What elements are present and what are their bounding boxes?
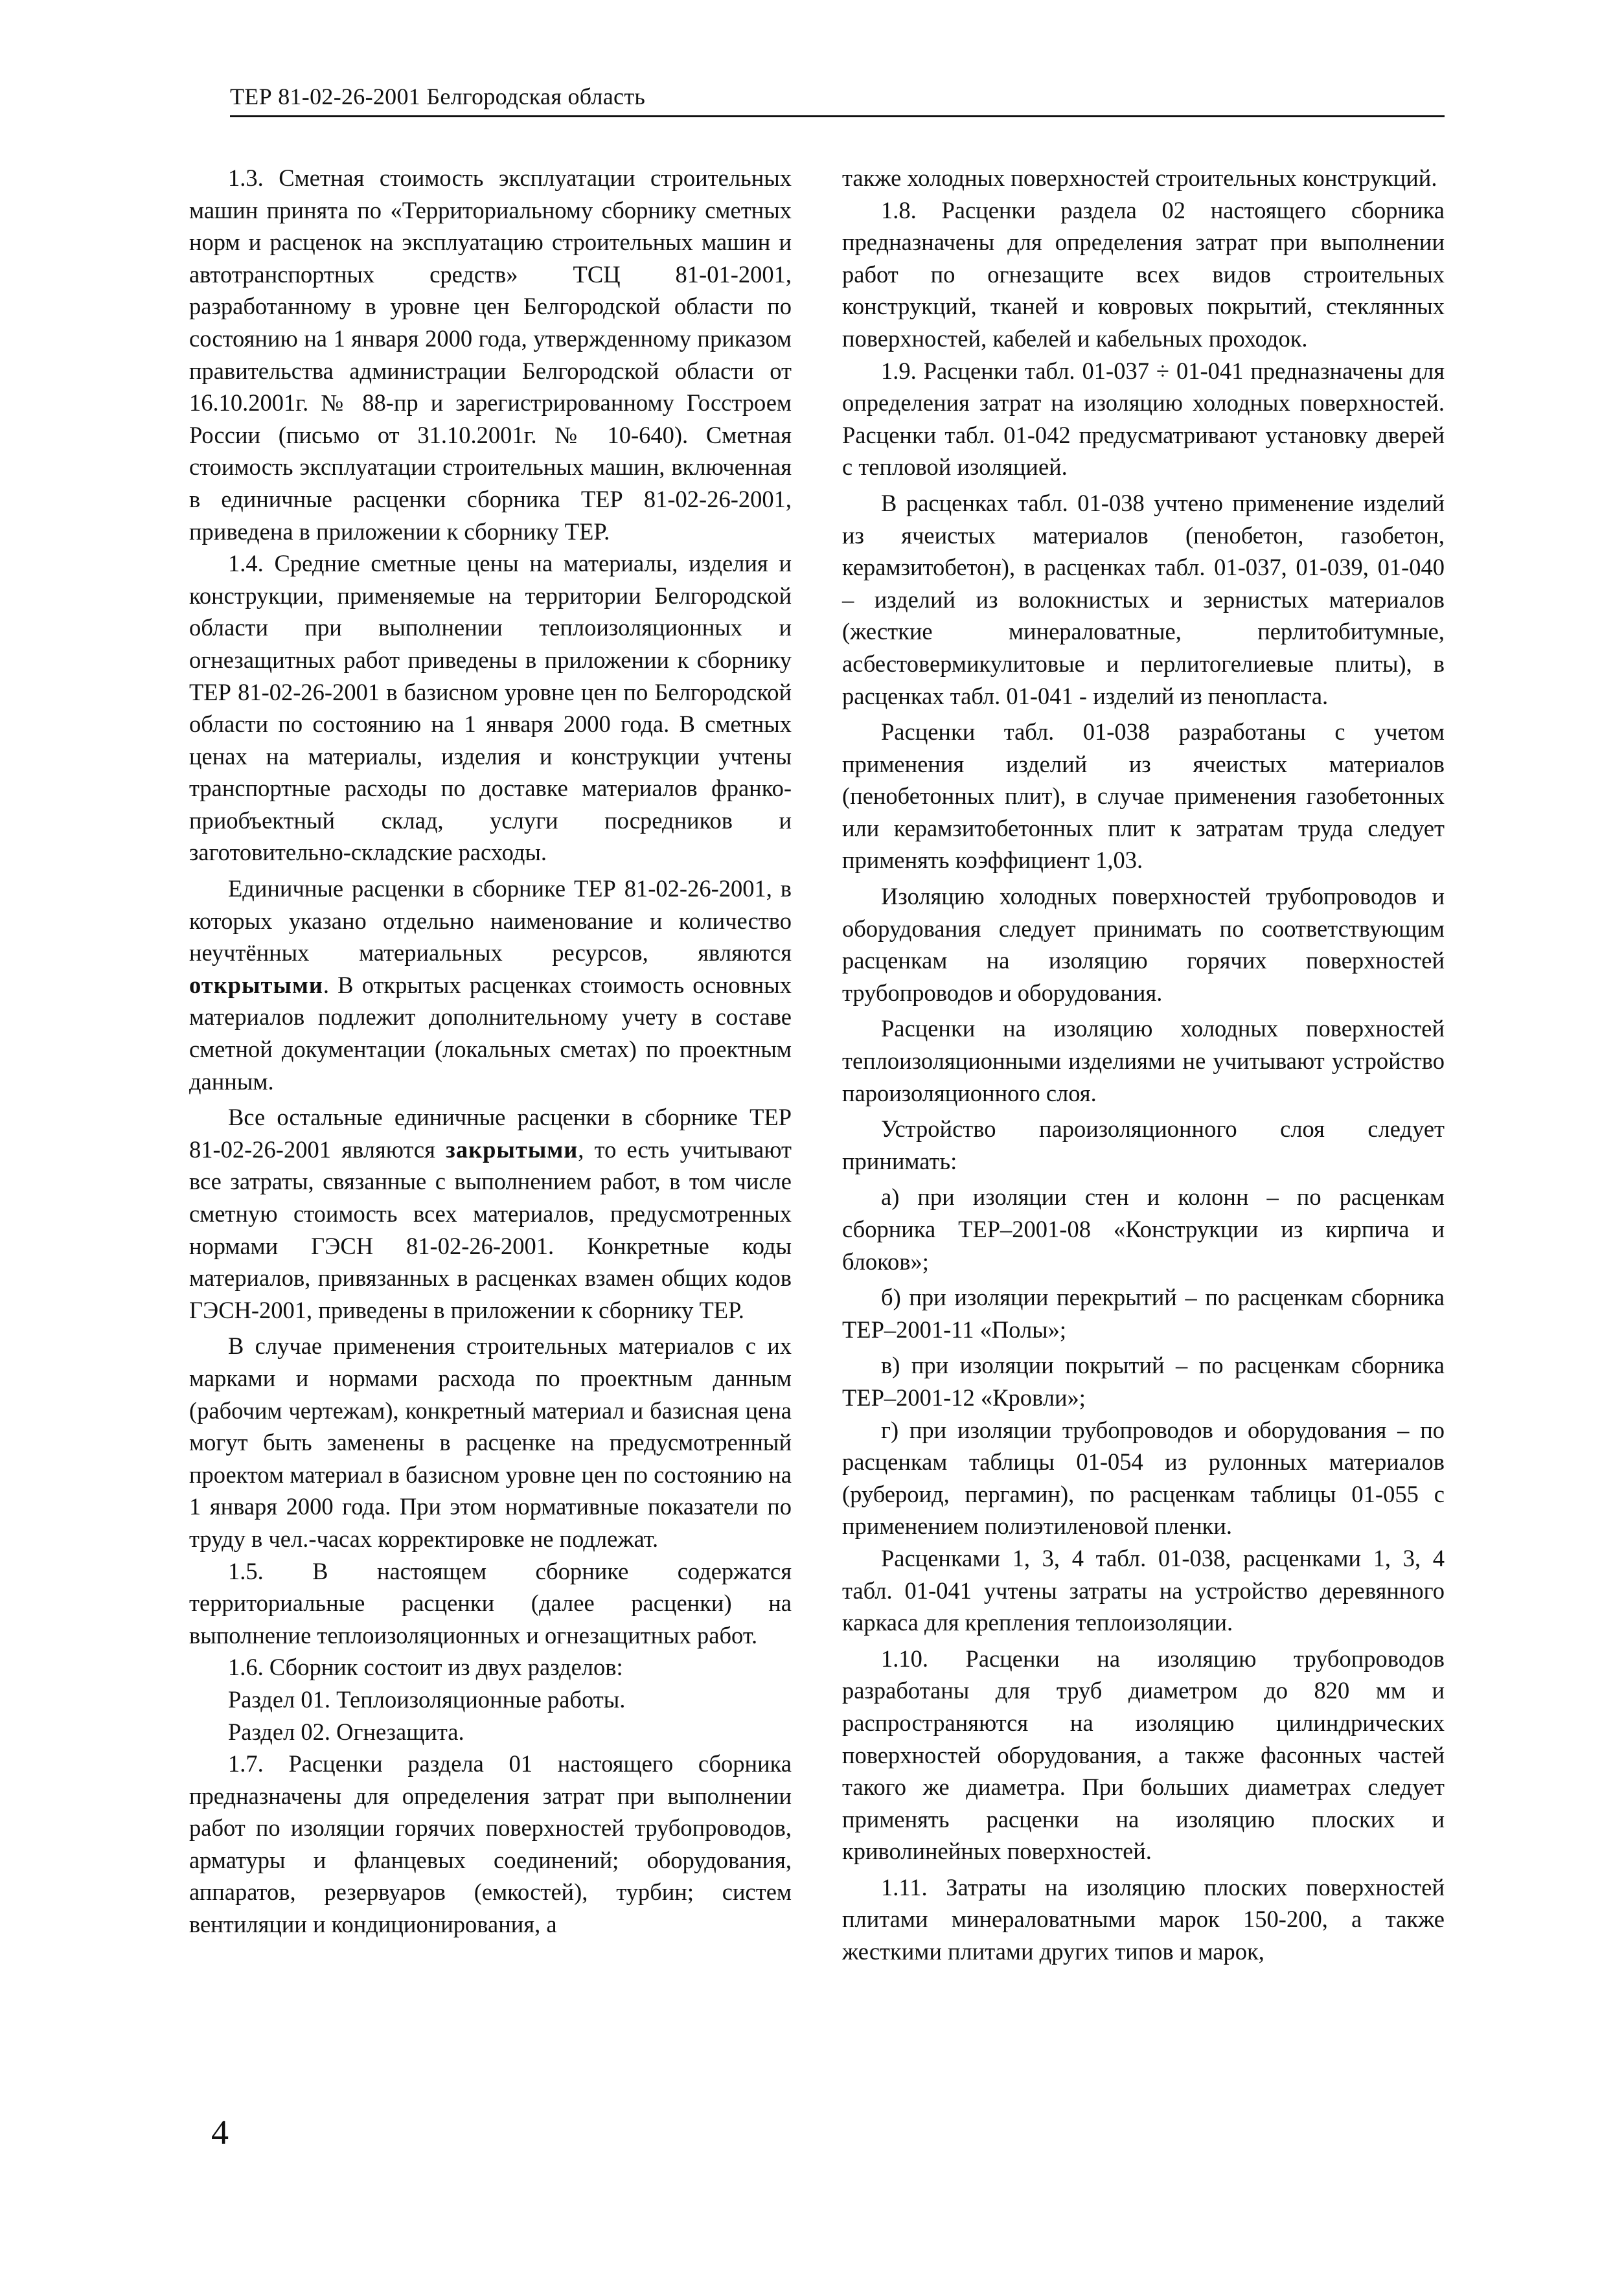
paragraph-1-6: 1.6. Сборник состоит из двух разделов:	[228, 1654, 623, 1681]
paragraph-vapor-barrier-note: Расценки на изоляцию холодных поверхностей теплоизоляционными изделиями не учитывают устройство пароизоляционного слоя.	[842, 1015, 1445, 1106]
list-item-g: г) при изоляции трубопроводов и оборудования – по расценкам таблицы 01-054 из рулонных материалов (рубероид, пергамин), по расценкам таблицы 01-055 с применением полиэтиленовой пленки.	[842, 1416, 1445, 1540]
list-item-b: б) при изоляции перекрытий – по расценкам сборника ТЕР–2001-11 «Полы»;	[842, 1284, 1445, 1343]
paragraph-cold-surfaces: Изоляцию холодных поверхностей трубопроводов и оборудования следует принимать по соответствующим расценкам на изоляцию горячих поверхностей трубопроводов и оборудования.	[842, 883, 1445, 1006]
paragraph-open-rates: Единичные расценки в сборнике ТЕР 81-02-26-2001, в которых указано отдельно наименование и количество неучтённых материальных ресурсов, являются открытыми. В открытых расценках стоимость основных материалов подлежит дополнительному учету в составе сметной документации (локальных сметах) по проектным данным.	[189, 875, 792, 1095]
paragraph-1-5: 1.5. В настоящем сборнике содержатся территориальные расценки (далее расценки) на выполнение теплоизоляционных и огнезащитных работ.	[189, 1557, 792, 1649]
paragraph-1-10: 1.10. Расценки на изоляцию трубопроводов разработаны для труб диаметром до 820 мм и распространяются на изоляцию цилиндрических поверхностей оборудования, а также фасонных частей такого же диаметра. При больших диаметрах следует применять расценки на изоляцию плоских и криволинейных поверхностей.	[842, 1645, 1445, 1865]
page-number: 4	[211, 2113, 229, 2152]
paragraph-1-3: 1.3. Сметная стоимость эксплуатации строительных машин принята по «Территориальному сборнику сметных норм и расценок на эксплуатацию строительных машин и автотранспортных средств» ТСЦ 81-01-2001, разработанному в уровне цен Белгородской области по состоянию на 1 января 2000 года, утвержденному приказом правительства администрации Белгородской области от 16.10.2001г. № 88-пр и зарегистрированному Госстроем России (письмо от 31.10.2001г. № 10-640). Сметная стоимость эксплуатации строительных машин, включенная в единичные расценки сборника ТЕР 81-02-26-2001, приведена в приложении к сборнику ТЕР.	[189, 165, 792, 545]
bold-term-closed: закрытыми	[446, 1136, 578, 1163]
running-header	[230, 82, 1445, 117]
list-item-a: а) при изоляции стен и колонн – по расценкам сборника ТЕР–2001-08 «Конструкции из кирпича и блоков»;	[842, 1183, 1445, 1275]
paragraph-1-7: 1.7. Расценки раздела 01 настоящего сборника предназначены для определения затрат при выполнении работ по изоляции горячих поверхностей трубопроводов, арматуры и фланцевых соединений; оборудования, аппаратов, резервуаров (емкостей), турбин; систем вентиляции и кондиционирования, а	[189, 1750, 792, 1938]
paragraph-closed-rates: Все остальные единичные расценки в сборнике ТЕР 81-02-26-2001 являются закрытыми, то есть учитывают все затраты, связанные с выполнением работ, в том числе сметную стоимость всех материалов, предусмотренных нормами ГЭСН 81-02-26-2001. Конкретные коды материалов, привязанных в расценках взамен общих кодов ГЭСН-2001, приведены в приложении к сборнику ТЕР.	[189, 1104, 792, 1323]
paragraph-vapor-barrier-intro: Устройство пароизоляционного слоя следует принимать:	[842, 1115, 1445, 1174]
right-column	[842, 162, 1445, 1968]
header-title: ТЕР 81-02-26-2001 Белгородская область	[230, 84, 646, 109]
paragraph-table-01-038-materials: В расценках табл. 01-038 учтено применение изделий из ячеистых материалов (пенобетон, газобетон, керамзитобетон), в расценках табл. 01-037, 01-039, 01-040 – изделий из волокнистых и зернистых материалов (жесткие минераловатные, перлитобитумные, асбестовермикулитовые и перлитогелиевые плиты), в расценках табл. 01-041 - изделий из пенопласта.	[842, 489, 1445, 709]
paragraph-materials-replacement: В случае применения строительных материалов с их марками и нормами расхода по проектным данным (рабочим чертежам), конкретный материал и базисная цена могут быть заменены в расценке на предусмотренный проектом материал в базисном уровне цен по состоянию на 1 января 2000 года. При этом нормативные показатели по труду в чел.-часах корректировке не подлежат.	[189, 1332, 792, 1552]
paragraph-coefficient: Расценки табл. 01-038 разработаны с учетом применения изделий из ячеистых материалов (пенобетонных плит), в случае применения газобетонных или керамзитобетонных плит к затратам труда следует применять коэффициент 1,03.	[842, 718, 1445, 874]
paragraph-1-9: 1.9. Расценки табл. 01-037 ÷ 01-041 предназначены для определения затрат на изоляцию холодных поверхностей. Расценки табл. 01-042 предусматривают установку дверей с тепловой изоляцией.	[842, 357, 1445, 481]
section-01-item: Раздел 01. Теплоизоляционные работы.	[228, 1685, 626, 1713]
section-02-item: Раздел 02. Огнезащита.	[228, 1718, 464, 1745]
left-column	[189, 162, 792, 1941]
list-item-v: в) при изоляции покрытий – по расценкам сборника ТЕР–2001-12 «Кровли»;	[842, 1352, 1445, 1411]
paragraph-wooden-frame: Расценками 1, 3, 4 табл. 01-038, расценками 1, 3, 4 табл. 01-041 учтены затраты на устройство деревянного каркаса для крепления теплоизоляции.	[842, 1544, 1445, 1636]
paragraph-1-8: 1.8. Расценки раздела 02 настоящего сборника предназначены для определения затрат при выполнении работ по огнезащите всех видов строительных конструкций, тканей и ковровых покрытий, стеклянных поверхностей, кабелей и кабельных проходок.	[842, 196, 1445, 352]
paragraph-1-11: 1.11. Затраты на изоляцию плоских поверхностей плитами минераловатными марок 150-200, а также жесткими плитами других типов и марок,	[842, 1873, 1445, 1965]
paragraph-1-4: 1.4. Средние сметные цены на материалы, изделия и конструкции, применяемые на территории Белгородской области при выполнении теплоизоляционных и огнезащитных работ приведены в приложении к сборнику ТЕР 81-02-26-2001 в базисном уровне цен по Белгородской области по состоянию на 1 января 2000 года. В сметных ценах на материалы, изделия и конструкции учтены транспортные расходы по доставке материалов франко-приобъектный склад, услуги посредников и заготовительно-складские расходы.	[189, 550, 792, 866]
bold-term-open: открытыми	[189, 971, 323, 998]
paragraph-1-7-continued: также холодных поверхностей строительных конструкций.	[842, 165, 1437, 191]
